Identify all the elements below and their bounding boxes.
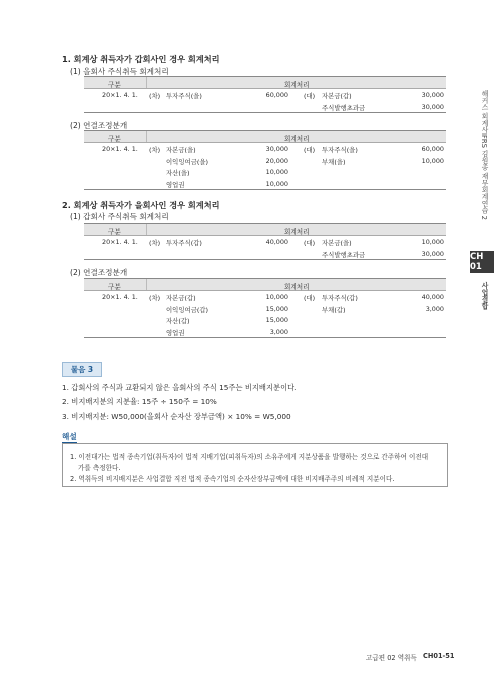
subsection-title-1-1: (1) 을회사 주식취득 회계처리 — [70, 67, 169, 76]
debit-amount: 20,000 — [265, 156, 288, 165]
table-header — [84, 224, 446, 236]
explanation-note-1-cont: 가를 측정한다. — [78, 464, 121, 472]
credit-marker: (대) — [304, 294, 316, 302]
table-header — [84, 279, 446, 291]
header-col2: 회계처리 — [284, 80, 310, 89]
subsection-title-1-2: (2) 연결조정분개 — [70, 121, 128, 130]
table-row — [84, 178, 446, 190]
credit-amount: 30,000 — [421, 249, 444, 258]
credit-account: 자본금(을) — [322, 239, 352, 247]
header-col2: 회계처리 — [284, 227, 310, 236]
credit-account: 자본금(갑) — [322, 92, 352, 100]
header-col1: 구분 — [108, 80, 121, 89]
explanation-title: 해설 — [62, 432, 77, 441]
header-col1: 구분 — [108, 227, 121, 236]
debit-amount: 40,000 — [265, 238, 288, 246]
journal-table-1 — [84, 76, 446, 113]
credit-account: 부채(갑) — [322, 305, 346, 314]
credit-amount: 3,000 — [425, 304, 444, 313]
table-header — [84, 77, 446, 89]
debit-account: 투자주식(을) — [166, 92, 202, 100]
question-item-1: 1. 갑회사의 주식과 교환되지 않은 을회사의 주식 15주는 비지배지분이다. — [62, 383, 297, 392]
debit-amount: 10,000 — [265, 168, 288, 176]
debit-account: 영업권 — [166, 180, 185, 189]
table-row — [84, 303, 446, 315]
credit-account: 주식발행초과금 — [322, 250, 366, 259]
header-col2: 회계처리 — [284, 134, 310, 143]
debit-account: 자산(갑) — [166, 317, 190, 325]
entry-date: 20×1. 4. 1. — [102, 91, 138, 99]
credit-marker: (대) — [304, 92, 316, 100]
section-title-2: 2. 회계상 취득자가 을회사인 경우 회계처리 — [62, 200, 220, 210]
debit-account: 자본금(갑) — [166, 294, 196, 302]
table-row — [84, 143, 446, 155]
table-row — [84, 155, 446, 167]
debit-amount: 60,000 — [265, 91, 288, 99]
header-col2: 회계처리 — [284, 282, 310, 291]
table-header — [84, 131, 446, 143]
debit-amount: 15,000 — [265, 304, 288, 313]
credit-marker: (대) — [304, 146, 316, 154]
debit-amount: 10,000 — [265, 179, 288, 188]
question-item-2: 2. 비지배지분의 지분율: 15주 ÷ 150주 = 10% — [62, 397, 217, 406]
debit-marker: (차) — [149, 146, 161, 154]
question-badge: 물음 3 — [62, 362, 102, 377]
chapter-tab: CH 01 — [470, 251, 494, 273]
entry-date: 20×1. 4. 1. — [102, 293, 138, 301]
debit-marker: (차) — [149, 92, 161, 100]
explanation-note-1: 1. 이전대가는 법적 종속기업(취득자)이 법적 지배기업(피취득자)의 소유주에게 지분상품을 발행하는 것으로 간주하여 이전대 — [70, 453, 429, 461]
footer-section: 고급편 02 역취득 — [366, 654, 417, 662]
credit-account: 주식발행초과금 — [322, 103, 366, 112]
entry-date: 20×1. 4. 1. — [102, 145, 138, 153]
debit-marker: (차) — [149, 239, 161, 247]
subsection-title-2-1: (1) 갑회사 주식취득 회계처리 — [70, 212, 169, 221]
debit-account: 자산(을) — [166, 169, 190, 177]
table-row — [84, 326, 446, 338]
credit-account: 투자주식(을) — [322, 146, 358, 154]
debit-account: 영업권 — [166, 328, 185, 337]
page-number: CH01-51 — [423, 652, 455, 660]
table-row — [84, 291, 446, 303]
header-col1: 구분 — [108, 282, 121, 291]
credit-account: 투자주식(갑) — [322, 294, 358, 302]
header-col1: 구분 — [108, 134, 121, 143]
book-title-vertical: 해커스 회계사IFRS 김원종 재무회계연습 2 — [480, 90, 488, 220]
debit-amount: 3,000 — [269, 327, 288, 336]
credit-amount: 30,000 — [421, 91, 444, 99]
journal-table-3 — [84, 223, 446, 260]
credit-amount: 60,000 — [421, 145, 444, 153]
entry-date: 20×1. 4. 1. — [102, 238, 138, 246]
table-row — [84, 101, 446, 113]
credit-marker: (대) — [304, 239, 316, 247]
credit-amount: 10,000 — [421, 238, 444, 246]
debit-account: 이익잉여금(갑) — [166, 305, 209, 314]
debit-marker: (차) — [149, 294, 161, 302]
section-title-1: 1. 회계상 취득자가 갑회사인 경우 회계처리 — [62, 54, 220, 64]
credit-account: 부채(을) — [322, 157, 346, 166]
table-row — [84, 89, 446, 101]
table-row — [84, 314, 446, 326]
explanation-note-2: 2. 역취득의 비지배지분은 사업결합 직전 법적 종속기업의 순자산장부금액에 대한 비지배주주의 비례적 지분이다. — [70, 475, 395, 483]
journal-table-2 — [84, 130, 446, 190]
table-row — [84, 236, 446, 248]
debit-amount: 10,000 — [265, 293, 288, 301]
credit-amount: 10,000 — [421, 156, 444, 165]
table-row — [84, 166, 446, 178]
credit-amount: 40,000 — [421, 293, 444, 301]
debit-account: 투자주식(갑) — [166, 239, 202, 247]
credit-amount: 30,000 — [421, 102, 444, 111]
question-item-3: 3. 비지배지분: W50,000(을회사 순자산 장부금액) × 10% = W5,000 — [62, 412, 291, 421]
debit-amount: 15,000 — [265, 316, 288, 324]
debit-account: 자본금(을) — [166, 146, 196, 154]
subsection-title-2-2: (2) 연결조정분개 — [70, 268, 128, 277]
journal-table-4 — [84, 278, 446, 338]
debit-account: 이익잉여금(을) — [166, 157, 209, 166]
debit-amount: 30,000 — [265, 145, 288, 153]
chapter-name-vertical: 사업결합 — [480, 282, 488, 310]
table-row — [84, 248, 446, 260]
